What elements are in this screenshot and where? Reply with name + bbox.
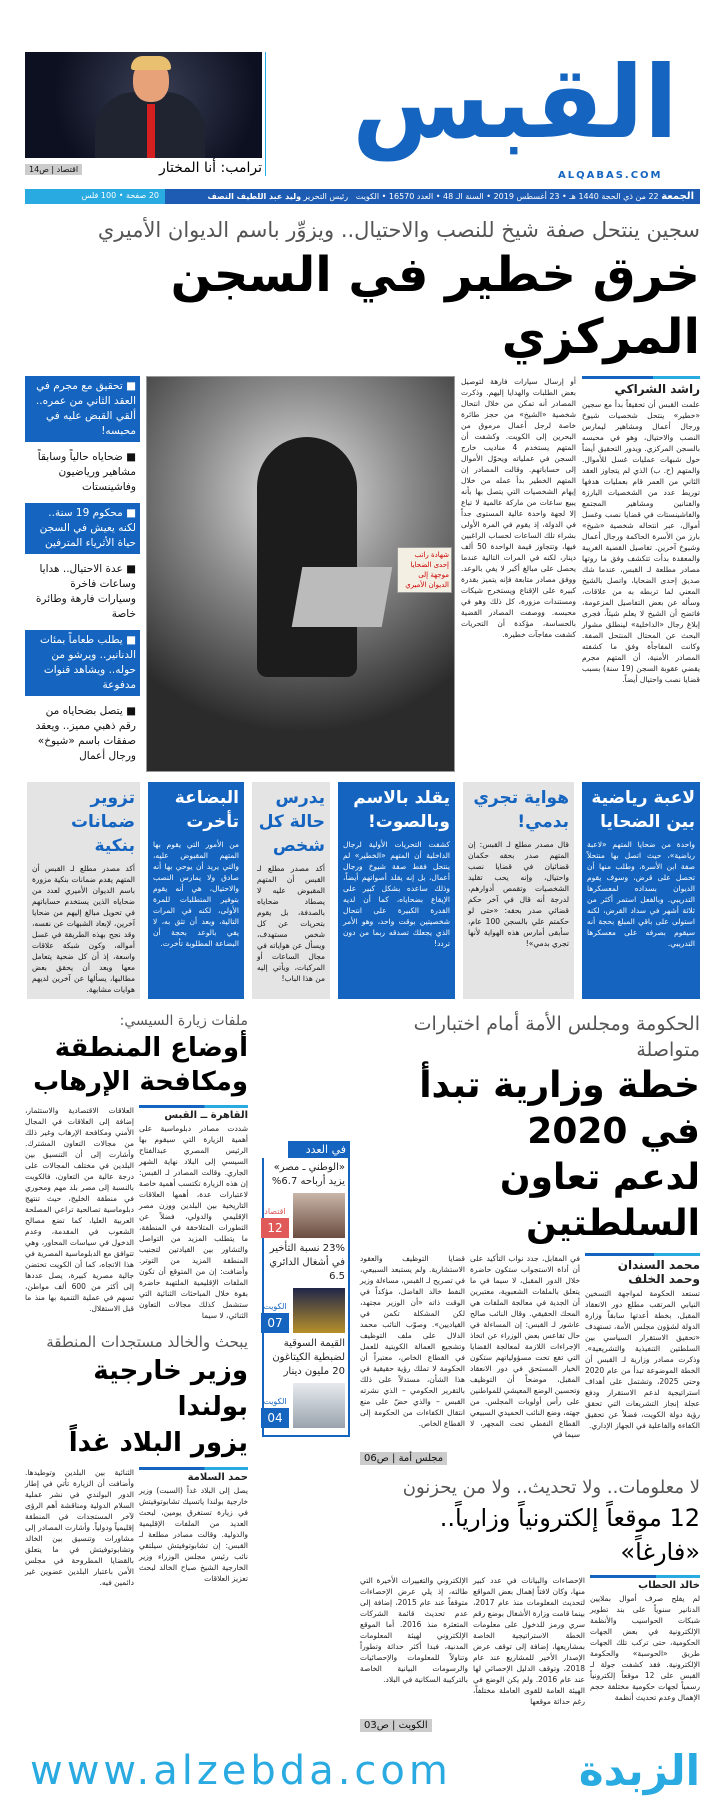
side-story-title: هواية تجري بدمي! — [473, 788, 569, 832]
photo-tie — [147, 104, 155, 158]
side-story-title: تزوير ضمانات بنكية — [70, 788, 135, 856]
right-column — [360, 1011, 700, 1732]
headline-line: أوضاع المنطقة — [54, 1033, 248, 1063]
in-issue-thumbnail — [293, 1383, 345, 1428]
info-bar — [25, 189, 700, 204]
in-issue-item[interactable] — [264, 1161, 345, 1238]
lead-headline[interactable]: خرق خطير في السجن المركزي — [170, 247, 700, 365]
sidebar-point: ■ يطلب طعاماً بمئات الدنانير.. ويرشو من حوله.. ويشاهد قنوات مدفوعة — [25, 630, 140, 696]
section-label: الكويت — [263, 1397, 287, 1406]
section-label: الكويت — [263, 1302, 287, 1311]
sites-author: خالد الحطاب — [638, 1580, 700, 1591]
issue-date: 22 من ذي الحجة 1440 هـ • 23 أغسطس 2019 • السنة الـ 48 • العدد 16570 • الكويت — [355, 192, 659, 201]
headline-line: لدعم تعاون السلطتين — [499, 1157, 700, 1244]
section-label: اقتصاد — [264, 1207, 286, 1216]
rule — [590, 1575, 700, 1578]
issue-info — [165, 189, 700, 204]
gov-col2: في المقابل، جدد نواب التأكيد على أن أداة الاستجواب ستكون حاضرة خلال الدور المقبل، لا سيما في ما يتعلق بالملفات الشعبوية، معتبرين أن الجدية في معالجة الملفات هي المحك الحقيقي. وقال النائب صالح عاشور لـ القبس: إن المساءلة في حال تقاعس بعض الوزراء عن اتخاذ الإجراءات اللازمة لمعالجة القضايا التي تقع تحت مسؤولياتهم ستكون الخيار المستحق في دور الانعقاد المقبل، موضحاً أن التوظيف وتحسين الوضع المعيشي للمواطنين على رأس أولويات المجلس. من جهته، وضع النائب الحميدي السبيعي القطاع النفطي تحت المجهر، لا سيما في — [470, 1254, 580, 1439]
lead-story — [0, 216, 720, 772]
photo-hair — [131, 56, 171, 70]
in-issue-item[interactable] — [263, 1242, 345, 1333]
side-story-box[interactable] — [338, 782, 455, 999]
in-issue-box — [258, 1141, 350, 1437]
top-story-caption[interactable]: ترامب: أنا المختار — [159, 160, 262, 176]
gov-page-tag[interactable]: مجلس أمة | ص06 — [360, 1452, 447, 1465]
page-number: 12 — [261, 1218, 289, 1238]
gov-author-block — [585, 1253, 700, 1431]
gov-kicker: الحكومة ومجلس الأمة أمام اختبارات متواصلة — [413, 1013, 700, 1061]
poland-author-block — [139, 1467, 248, 1584]
gov-author: محمد السندان وحمد الخلف — [617, 1258, 700, 1286]
page-label: ص14 — [29, 165, 49, 174]
poland-kicker: يبحث والخالد مستجدات المنطقة — [46, 1333, 248, 1351]
lead-illustration[interactable] — [146, 376, 455, 772]
headline-line: وزير خارجية بولندا — [93, 1356, 248, 1422]
sisi-col2: العلاقات الاقتصادية والاستثمار، إضافة إلى العلاقات في المجال الأمني ومكافحة الإرهاب وغير ذلك من مجالات التعاون المشترك. وأشارت إلى أن التنسيق بين البلدين في مختلف المجالات على درجة عالية من التعاون، فالكويت بالنسبة إلى مصر بلد مهم ومحوري في منطقة الخليج، حيث تنتهج دبلوماسية تصالحية تراعي المصلحة العربية العليا، كما تضع مصالح الشعوب في المقدمة، وعدم الدخول في سياسات المحاور، وهي تتوافق مع الدبلوماسية المصرية في هذا الاتجاه، كما أن الكويت تحتضن جالية مصرية كبيرة، يصل عددها إلى أكثر من 600 ألف مواطن، تسهم في عملية التنمية بها منذ ما قبل الاستقلال. — [25, 1106, 134, 1313]
sites-author-block — [590, 1575, 700, 1703]
sidebar-point: ■ تحقيق مع مجرم في العقد الثاني من عمره.. ألقي القبض عليه في محبسه! — [25, 376, 140, 442]
sites-page-tag[interactable]: الكويت | ص03 — [360, 1719, 432, 1732]
sites-col1: لم يفلح صرف أموال بملايين الدنانير سنوياً على بند تطوير شبكات الحواسيب والأنظمة الإلكترونية في بعض الجهات الحكومية، حتى تركب تلك الجهات طريق «الحوسبة» والحكومة الإلكترونية. فقد كشفت جولة لـ القبس على 12 موقعاً إلكترونياً رسمياً لجهات حكومية مختلفة حجم الإهمال وعدم تحديث أنظمة — [590, 1594, 700, 1702]
rule — [582, 376, 700, 379]
top-story-photo[interactable] — [25, 52, 262, 158]
section-label: الكويت — [398, 1720, 428, 1731]
in-issue-text: 23% نسبة التأخير في أشغال الدائري 6.5 — [269, 1243, 345, 1282]
side-story-text: واحدة من ضحايا المتهم «لاعبة رياضية»، حيث اتصل بها منتحلاً صفة ابن الأسرة، وطلب منها أن تحصل على قرض، وسوف يقوم الديوان بسداده لمعسكرها التدريبي. وبالفعل استمر أكثر من ثلاثة أشهر في سداد القرض، لكنه استولى على باقي المبلغ بحجة أنه سيقوم بصرفه على معسكرها التدريبي. — [587, 840, 695, 948]
side-story-box[interactable] — [582, 782, 700, 999]
lead-author-block — [582, 376, 700, 772]
side-story-text: كشفت التحريات الأولية لرجال الداخلية أن المتهم «الخطير» لم ينتحل فقط صفة شيوخ ورجال أعمال، بل إنه يقلد أصواتهم أيضاً، وذلك ساعده بشكل كبير على الإيقاع بضحاياه، كما أن لديه القدرة الكبيرة على انتحال شخصيتين بوقت واحد، وهو الأمر الذي يجعلك تصدقه ربما من دون تردد! — [343, 840, 450, 948]
in-issue-page — [261, 1302, 289, 1333]
sidebar-point: ■ ضحاياه حالياً وسابقاً مشاهير ورياضيون وفاشينستات — [37, 451, 136, 493]
gov-headline[interactable] — [360, 1063, 700, 1247]
side-story-title: يقلد بالاسم وبالصوت! — [353, 788, 450, 832]
in-issue-thumbnail — [293, 1288, 345, 1333]
sidebar-point: ■ يتصل بضحاياه من رقم ذهبي مميز.. ويعقد صفقات باسم «شيوخ» ورجال أعمال — [35, 705, 136, 762]
poland-author: حمد السلامة — [187, 1472, 248, 1483]
poland-col2: الثنائية بين البلدين وتوطيدها. وأضافت أن الزيارة تأتي في إطار الدور البولندي في نشر عملية السلام الدولية ومناقشة أهم الرؤى لآخر المستجدات في المنطقة إقليمياً ودولياً. وأشارت المصادر إلى مشاورات وتنسيق بين الخالد وتشابوتوفيتش في ما يتعلق بالقضايا المطروحة في مجلس الأمن باعتبار البلدين عضوين غير دائمين فيه. — [25, 1468, 134, 1587]
illustration-figure — [257, 437, 357, 677]
editor-name: وليد عبد اللطيف النصف — [207, 192, 302, 201]
sites-col2: الإحصاءات والبيانات في عدد كبير منها، وكان لافتاً إهمال بعض المواقع لتحديث المعلومات منذ عام 2017، بينما قامت وزارة الأشغال بوضع رقم سري ورمز للدخول على معلومات الخطة الاستراتيجية الخاصة بمشاريعها، إضافة إلى توقف عرض الإصدار الأخير للمشاريع عند عام 2018، وتوقف الدليل الإحصائي لها عند عام 2016. ولم يكن الوضع في الهيئة العامة للقوى العاملة مختلفاً، رغم حداثة موقعها — [473, 1576, 585, 1706]
sites-kicker: لا معلومات.. ولا تحديث.. ولا من يحزنون — [402, 1477, 700, 1498]
in-issue-text: القيمة السوقية لضبطية الكيتاغون 20 مليون دينار — [272, 1338, 345, 1377]
divider — [265, 52, 266, 176]
sisi-author: القاهرة ــ القبس — [164, 1110, 248, 1121]
image-caption: شهادة راتب إحدى الضحايا موجهة إلى الديوان الأميري — [397, 547, 452, 593]
gov-col1: تستعد الحكومة لمواجهة التسخين النيابي المرتقب مطلع دور الانعقاد المقبل، بخطة أعدتها سابقاً وزارة الدولة لشؤون مجلس الأمة، تستهدف «تحقيق الاستقرار السياسي بين السلطتين التنفيذية والتشريعية». وذكرت مصادر وزارية لـ القبس أن الخطة الموضوعة تبدأ من عام 2020 وحتى 2025، وتشتمل على أهداف استراتيجية لدعم الاستقرار ودفع عجلة إنجاز التشريعات التي تحقق رؤية دولة الكويت، فضلاً عن تحقيق الكفاءة والفاعلية في الجهاز الإداري. — [585, 1289, 700, 1430]
page-label: ص03 — [364, 1720, 389, 1731]
side-story-title: يدرس حالة كل شخص — [258, 788, 325, 856]
sidebar-point: ■ محكوم 19 سنة.. لكنه يعيش في السجن حياة الأثرياء المترفين — [25, 503, 140, 554]
left-column — [25, 1011, 248, 1588]
page-label: ص06 — [364, 1453, 389, 1464]
masthead — [0, 0, 720, 210]
rule — [139, 1467, 248, 1470]
side-stories-wrap — [0, 782, 720, 999]
lead-body-col1: علمت القبس أن تحقيقاً بدأ مع سجين «خطير» ينتحل شخصيات شيوخ ورجال أعمال ومشاهير ليمارس النصب والاحتيال، وهو في محبسه بالسجن المركزي. ويدور التحقيق أيضاً حول شبهات عمليات غسل للأموال. والمتهم (ح. ب) الذي لم يتجاوز العقد الثاني من العمر قام بعمليات هدفها توريط عدد من الشخصيات البارزة والفنانين ومشاهير المجتمع والفاشينستات في قضايا نصب وغسل أموال، عبر انتحاله شخصية «شيخ» بارز من الأسرة الحاكمة ورجال أعمال وشيوخ آخرين. تفاصيل القضية الغريبة والمعقدة بدأت تتكشف وفق ما روتها مصادر مطلعة لـ القبس، عندما شك صديق إحدى الضحايا، واتصل بالشيخ المعني لما تربطه به من علاقات، وسأله عن بعض التفاصيل المزعومة، فاتضح أن الشيخ لا يعلم شيئاً، فجرى إبلاغ رجال «الداخلية» لينطلق مشوار البحث عن المحتال المنتحل الصفة. وكانت المفاجأة وفق ما كشفته المصادر الأمنية، أن المتهم مجرم يقضي عقوبة السجن (19 سنة) بسبب قضايا نصب واحتيال أيضاً. — [582, 400, 701, 684]
headline-line: يزور البلاد غداً — [68, 1428, 248, 1458]
side-story-box[interactable] — [148, 782, 244, 999]
sisi-headline[interactable] — [25, 1031, 248, 1099]
sidebar-point: ■ عدة الاحتيال.. هدايا وساعات فاخرة وسيارات فارهة وطائرة خاصة — [35, 563, 136, 620]
side-story-text: قال مصدر مطلع لـ القبس: إن المتهم صدر بحقه حكمان قضائيان في قضايا نصب واحتيال، وإنه يحب تقليد الشخصيات وتقمص أدوارهم، لدرجة أنه قال في آخر حكم قضائي صدر بحقه: «حتى لو حكمتم علي بالسجن 100 عام، سأبقى أمارس هذه الهواية لأنها تجري بدمي»! — [468, 840, 569, 948]
page-number: 07 — [261, 1313, 289, 1333]
side-story-box[interactable] — [252, 782, 330, 999]
page-number: 04 — [261, 1408, 289, 1428]
editor-label: رئيس التحرير — [303, 192, 349, 201]
side-story-title: البضاعة تأخرت — [174, 788, 239, 832]
sisi-author-block — [139, 1105, 248, 1321]
price: 20 صفحة • 100 فلس — [25, 189, 165, 204]
sites-headline[interactable]: 12 موقعاً إلكترونياً وزارياً.. «فارغاً» — [439, 1504, 700, 1566]
side-story-box[interactable] — [27, 782, 140, 999]
site-url[interactable]: ALQABAS.COM — [558, 170, 663, 181]
in-issue-page — [261, 1397, 289, 1428]
bottom-section — [0, 1011, 720, 1732]
sites-col3: الإلكتروني والتغييرات الأخيرة التي طالته، إذ يلي عرض الإحصاءات متوقفاً عند عام 2015، إضافة إلى عدم تحديث قائمة الشركات المتعثرة منذ 2016. أما الموقع الإلكتروني لهيئة المعلومات المدنية، فبدا أكثر حداثة وتطوراً وتناولاً للمعلومات والإحصائيات والرسومات البيانية الخاصة بالتركيبة السكانية في البلاد. — [360, 1576, 468, 1684]
side-story-box[interactable] — [463, 782, 574, 999]
footer-url[interactable]: www.alzebda.com — [30, 1747, 452, 1794]
in-issue-text: «الوطني ـ مصر» يزيد أرباحه 6.7% — [271, 1162, 345, 1187]
side-story-title: لاعبة رياضية بين الضحايا — [591, 788, 695, 832]
gov-col3: قضايا التوظيف والعقود الاستشارية. ولم يستبعد السبيعي، في تصريح لـ القبس، مساءلة وزير النفط خالد الفاضل، مؤكداً في الوقت ذاته «أن الوزير مجتهد، لكن المشكلة تكمن في القياديين». وصوّب النائب محمد الدلال على ملف التوظيف وتشجيع العمالة الكويتية للعمل في القطاع الخاص، معتبراً أن الحكومة لا تملك رؤية حقيقية في هذا الشأن، مستدلاً على ذلك بالتقرير الحكومي – الذي نشرته القبس – والذي حضّ على منع انتقال الكفاءات من الحكومة إلى القطاع الخاص. — [360, 1254, 465, 1428]
section-label: مجلس أمة — [398, 1453, 444, 1464]
side-story-text: أكد مصدر مطلع لـ القبس أن المتهم يقدم ضمانات بنكية مزورة باسم الديوان الأميري لعدد من ضحاياه الذين يستخدم حساباتهم في تحويل مبالغ إليهم من ضحايا آخرين، لإبعاد الشبهات عن نفسه، وقد نجح بهذه الطريقة في غسل أمواله، وكون شبكة علاقات واسعة، إذ أن كل ضحية يتعامل معها ويعد أن يحقق بعض مطالبها، يسألها عن آخرين لديهم هوايات مشابهة. — [32, 864, 135, 994]
in-issue-thumbnail — [293, 1193, 345, 1238]
poland-headline[interactable] — [25, 1353, 248, 1461]
rule — [139, 1105, 248, 1108]
poland-col1: يصل إلى البلاد غداً (السبت) وزير خارجية بولندا ياتسيك تشابوتوفيتش في زيارة تستغرق يومين، لبحث العديد من الملفات الإقليمية والدولية. وقالت مصادر مطلعة لـ القبس: إن تشابوتوفيتش سيلتقي نائب رئيس مجلس الوزراء وزير الخارجية الشيخ صباح الخالد لبحث تعزيز العلاقات — [139, 1486, 248, 1583]
footer — [0, 1732, 720, 1809]
in-issue-list — [262, 1158, 350, 1437]
sisi-kicker: ملفات زيارة السيسي: — [119, 1013, 248, 1029]
day: الجمعة — [661, 191, 694, 202]
lead-author: راشد الشراكي — [614, 382, 700, 396]
headline-line: خطة وزارية تبدأ في 2020 — [419, 1065, 700, 1152]
masthead-logo[interactable]: القبس — [352, 44, 678, 161]
headline-line: ومكافحة الإرهاب — [33, 1067, 248, 1097]
illustration-laptop — [292, 567, 393, 627]
in-issue-item[interactable] — [263, 1337, 345, 1428]
footer-logo: الزبدة — [578, 1746, 700, 1795]
section-label: اقتصاد — [56, 165, 79, 174]
side-story-text: من الأمور التي يقوم بها المتهم المقبوض عليه، والتي يريد أن يوحي بها أنه صادق ولا يمارس النصب والاحتيال، هي أنه يقوم بتوفير المتطلبات للمرة الأولى، لكنه في المرات التالية، وبعد أن تثق به، لا يفي بالوعد بحجة أن البضاعة المطلوبة تأخرت. — [153, 840, 239, 948]
lead-body-col2: أو إرسال سيارات فارهة لتوصيل بعض الطلبات والهدايا إليهم. وذكرت المصادر أنه تمكن من خلال انتحال شخصية «الشيخ» من حجز طائرة خاصة لرجل أعمال مرموق من البحرين إلى الكويت. وكشفت أن المتهم يستخدم 4 مناديب خارج السجن في عملياته ويحوّل الأموال إلى حساباتهم. وقالت المصادر إن المتهم الخطير بدأ عمله من خلال إيهام الشخصيات التي يتصل بها بأنه يبيع ساعات من ماركة عالمية لا تباع إلا لجهة واحدة عالية المستوى جداً في الدولة، إذ يقوم في المرة الأولى بشراء تلك الساعات لحساب الراغبين فيها، وتتجاوز قيمة الواحدة 50 ألف دينار، لكنه في المرات التالية عندما يحصل على مبالغ أكبر لا يفي بالوعد. ووفق مصادر متابعة فإنه يتميز بقدرة كبيرة على الإقناع ويستخرج شيكات ومستندات مزورة، كل ذلك وهو في محبسه. ووصفت المصادر القضية بالحساسة، مؤكدة أن التحريات كشفت مفاجآت خطيرة. — [461, 377, 576, 639]
lead-sidebar — [25, 376, 140, 772]
rule — [585, 1253, 700, 1256]
in-issue-title: في العدد — [288, 1141, 350, 1158]
in-issue-page — [261, 1207, 289, 1238]
sisi-col1: شددت مصادر دبلوماسية على أهمية الزيارة التي سيقوم بها الرئيس المصري عبدالفتاح السيسي إلى البلاد نهاية الشهر الجاري. وقالت المصادر لـ القبس: إن هذه الزيارة تكتسب أهمية خاصة لاعتبارات عدة، أهمها العلاقات التاريخية بين البلدين ووزن مصر الإقليمي والدولي، فضلاً عن التطورات المتلاحقة في المنطقة، ما يتطلب المزيد من التواصل والتشاور بين القيادتين لتجنيب المنطقة المزيد من التوتر. وأضافت: إن من المتوقع أن تكون الملفات الإقليمية الملتهبة حاضرة بقوة خلال المباحثات الثنائية التي ستشمل كذلك مجالات التعاون الثنائي، لا سيما — [139, 1124, 248, 1320]
side-stories — [25, 782, 700, 999]
top-story-page-tag[interactable]: اقتصاد | ص14 — [25, 164, 82, 175]
lead-kicker: سجين ينتحل صفة شيخ للنصب والاحتيال.. ويزوِّر باسم الديوان الأميري — [97, 218, 700, 242]
side-story-text: أكد مصدر مطلع لـ القبس أن المتهم المقبوض عليه لا يصطاد ضحاياه بالصدفة، بل يقوم بتحريات عن كل شخص مستهدف، ويسأل عن هواياته في مجال الساعات أو المركبات، ويأتي إليه من هذا الباب! — [257, 864, 325, 983]
